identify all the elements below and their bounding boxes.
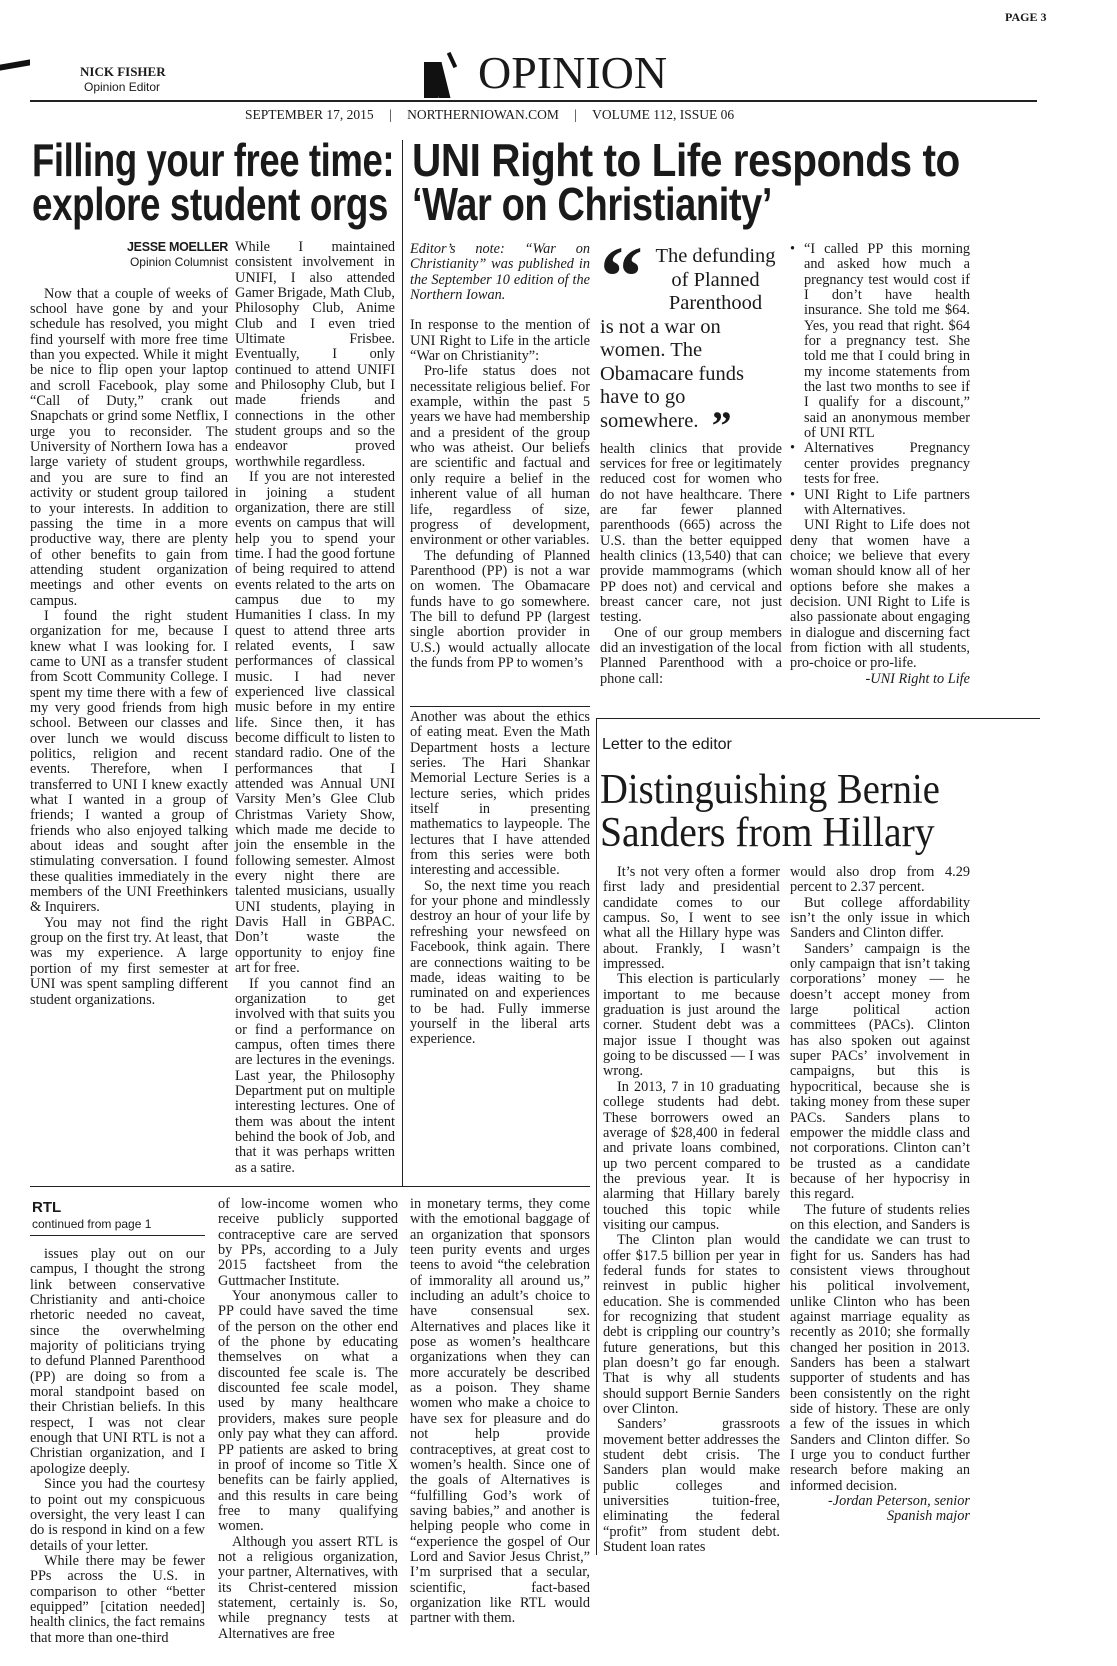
article-paragraph: In response to the mention of UNI Right to Life in the article “War on Christianity”: — [410, 317, 590, 365]
rtl-column-1 — [410, 242, 590, 671]
pull-quote-lead: The defunding of Planned Parenthood — [655, 245, 776, 314]
rtl-headline-line2: ‘War on Christianity’ — [412, 178, 773, 230]
letter-divider — [596, 718, 597, 1555]
article-paragraph: If you cannot find an organization to get involved with that suits you or find a performance on campus, often times there are lectures in the evenings. Last year, the Philosophy Department put on multiple interesting lectures. One of them was about the intent behind the book of Job, and that it was perhaps written as a satire. — [235, 975, 395, 1176]
article-paragraph: The Clinton plan would offer $17.5 billion per year in federal funds for states to reinvest in public higher education. She is commended for recognizing that student debt is crippling our country’s future generations, but this plan doesn’t go far enough. That is why all students should support Bernie Sanders over Clinton. — [603, 1232, 780, 1418]
orgs-column-3 — [410, 710, 590, 1048]
article-paragraph: It’s not very often a former first lady and presidential candidate comes to our campus. So, I went to see what all the Hillary hype was about. Frankly, I wasn’t impressed. — [603, 864, 780, 973]
column-divider — [402, 140, 403, 1186]
article-paragraph: in monetary terms, they come with the emotional baggage of an organization that sponsors teen purity events and urges teens to avoid “the celebration of immorality all around us,” including an adult’s choice to have consensual sex. Alternatives and places like it pose as women’s healthcare organizations when they can more accurately be described as a poison. They shame women who make a choice to have sex for pleasure and do not help provide contraceptives, at great cost to women’s health. Since one of the goals of Alternatives is “fulfilling God’s work of saving babies,” and another is helping people who come in “experience the gospel of Our Lord and Savior Jesus Christ,” I’m surprised that a secular, scientific, fact-based organization like RTL would partner with them. — [410, 1196, 590, 1627]
article-paragraph: Although you assert RTL is not a religious organization, your partner, Alternatives, with its Christ-centered mission statement, certainly is. So, while pregnancy tests at Alternatives are free — [218, 1533, 398, 1642]
article-paragraph: Since you had the courtesy to point out my conspicuous oversight, the very least I can do is respond in kind on a few details of your letter. — [30, 1476, 205, 1554]
article-paragraph: The defunding of Planned Parenthood (PP) is not a war on women. The Obamacare funds have to go somewhere. The bill to defund PP (largest single abortion provider in U.S.) would actually allocate the funds from PP to women’s — [410, 547, 590, 671]
article-paragraph: Sanders’ grassroots movement better addresses the student debt crisis. The Sanders plan would make public colleges and universities tuition-free, eliminating the federal “profit” from student debt. Student loan rates — [603, 1416, 780, 1556]
signature: -Jordan Peterson, senior — [827, 1493, 970, 1510]
article-paragraph: In 2013, 7 in 10 graduating college students had debt. These borrowers owed an average of $28,400 in federal and private loans combined, up two percent compared to the previous year. It is alarming that Hillary barely touched this topic while visiting our campus. — [603, 1078, 780, 1233]
article-paragraph: Now that a couple of weeks of school have gone by and your schedule has resolved, you might find yourself with more free time than you expected. While it might be nice to flip open your laptop and scroll Facebook, play some “Call of Duty,” crank out Snapchats or grind some Netflix, I urge you to reconsider. The University of Northern Iowa has a large variety of student groups, and you are sure to find an activity or student group tailored to your interests. In addition to passing the time in a more productive way, there are plenty of other benefits to gain from attending student organization meetings and other events on campus. — [30, 285, 228, 609]
article-paragraph: Another was about the ethics of eating meat. Even the Math Department hosts a lecture series. The Hari Shankar Memorial Lecture Series is a lecture series, which prides itself in presenting mathematics to laypeople. The lectures that I have attended from this series were both interesting and accessible. — [410, 709, 590, 879]
article-paragraph: So, the next time you reach for your phone and mindlessly destroy an hour of your life by refreshing your newsfeed on Facebook, think again. There are connections waiting to be made, ideas waiting to be ruminated on and experiences to be had. Fully immerse yourself in the liberal arts experience. — [410, 877, 590, 1048]
website-link[interactable]: NORTHERNIOWAN.COM — [407, 107, 559, 122]
continued-column-3 — [410, 1197, 590, 1627]
continued-title: RTL — [32, 1199, 62, 1216]
pull-quote — [600, 228, 782, 448]
article-paragraph: You may not find the right group on the first try. At least, that was my experience. A large portion of my first semester at UNI was spent sampling different student organizations. — [30, 914, 228, 1008]
letter-column-2 — [790, 865, 970, 1525]
article-paragraph: health clinics that provide services for free or legitimately reduced cost for women who do not have healthcare. There are far fewer planned parenthoods (665) across the U.S. than the better equipped health clinics (13,540) that can provide mammograms (which PP does not) and cervical and breast cancer care, not just testing. — [600, 440, 782, 626]
continued-subrule — [30, 1235, 205, 1236]
article-paragraph: of low-income women who receive publicly supported contraceptive care are served by PPs, according to a July 2015 factsheet from the Guttmacher Institute. — [218, 1196, 398, 1289]
section-divider — [410, 706, 590, 707]
continued-column-2 — [218, 1197, 398, 1642]
editor-title: Opinion Editor — [84, 80, 161, 94]
issue-date: SEPTEMBER 17, 2015 — [245, 107, 374, 122]
pull-quote-text: is not a war on women. The Obamacare funds have to go somewhere. — [600, 315, 745, 432]
rtl-column-2 — [600, 228, 782, 687]
letter-headline-line1: Distinguishing Bernie — [600, 767, 940, 813]
dateline: SEPTEMBER 17, 2015 | NORTHERNIOWAN.COM | VOLUME 112, ISSUE 06 — [245, 107, 735, 122]
letter-top-rule — [596, 718, 1040, 719]
continued-subtitle: continued from page 1 — [32, 1217, 152, 1231]
orgs-headline-line1: Filling your free time: — [32, 134, 395, 186]
bullet-item: • UNI Right to Life partners with Alternatives. — [790, 488, 970, 519]
article-paragraph: This election is particularly important to me because graduation is just around the corner. Student debt was a major issue I thought was going to be discussed — I was wrong. — [603, 971, 780, 1080]
article-paragraph: But college affordability isn’t the only issue in which Sanders and Clinton differ. — [790, 894, 970, 942]
signature-title: Spanish major — [886, 1508, 970, 1525]
rtl-headline-line1: UNI Right to Life responds to — [412, 134, 960, 186]
orgs-column-2 — [235, 240, 395, 1176]
article-paragraph: While there may be fewer PPs across the U.S. in comparison to other “better equipped” [citation needed] health clinics, the fact remains that more than one-third — [30, 1552, 205, 1646]
bullet-item: • Alternatives Pregnancy center provides pregnancy tests for free. — [790, 441, 970, 487]
article-paragraph: I found the right student organization for me, because I knew what I was looking for. I came to UNI as a transfer student from Scott Community College. I spent my time there with a few of my very good friends from high school. Between our classes and over lunch we would discuss politics, religion and recent events. Therefore, when I transferred to UNI I knew exactly what I wanted in a group of friends; I wanted a group of friends who also enjoyed talking about ideas and sought after stimulating conversation. I found these qualities immediately in the members of the UNI Freethinkers & Inquirers. — [30, 607, 228, 916]
corner-mark — [0, 59, 30, 70]
article-paragraph: One of our group members did an investigation of the local Planned Parenthood with a phone call: — [600, 624, 782, 687]
article-paragraph: would also drop from 4.29 percent to 2.37 percent. — [790, 864, 970, 896]
article-paragraph: issues play out on our campus, I thought the strong link between conservative Christianity and anti-choice rhetoric needed no caveat, since the overwhelming majority of politicians trying to defund Planned Parenthood (PP) are doing so from a moral standpoint based on their Christian beliefs. In this respect, I was not clear enough that UNI RTL is not a Christian organization, and I apologize deeply. — [30, 1246, 205, 1477]
page-number: PAGE 3 — [1005, 10, 1047, 24]
byline-title: Opinion Columnist — [129, 255, 228, 270]
bullet-item: • “I called PP this morning and asked how much a pregnancy test would cost if I don’t have health insurance. She told me $64. Yes, you read that right. $64 for a pregnancy test. She told me that I could bring in my income statements from the last two months to see if I qualify for a discount,” said an anonymous member of UNI RTL — [790, 242, 970, 441]
open-quote-icon: “ — [600, 228, 643, 324]
rtl-column-3 — [790, 242, 970, 687]
logo-n — [424, 52, 460, 98]
byline-author: JESSE MOELLER — [127, 240, 228, 254]
letter-column-1 — [603, 865, 780, 1555]
article-paragraph: Sanders’ campaign is the only campaign that isn’t taking corporations’ money — he doesn’t accept money from large political action committees (PACs). Clinton has also spoken out against super PACs’ involvement in campaigns, but this is hypocritical, because she is taking money from these super PACs. Sanders plans to empower the middle class and not corporations. Clinton can’t be trusted as a candidate because of her hypocrisy in this regard. — [790, 940, 970, 1203]
section-title: OPINION — [478, 47, 668, 98]
editor-name: NICK FISHER — [80, 64, 166, 79]
letter-label: Letter to the editor — [602, 736, 732, 753]
close-quote-icon: ” — [711, 402, 732, 448]
article-paragraph: If you are not interested in joining a student organization, there are still events on campus that will help you to spend your time. I had the good fortune of being required to attend events related to the arts on campus due to my Humanities I class. In my quest to attend three arts related events, I saw performances of classical music. I had never experienced live classical music before in my entire life. Since then, it has become difficult to listen to standard radio. One of the performances that I attended was Annual UNI Varsity Men’s Glee Club Christmas Variety Show, which made me decide to join the ensemble in the following semester. Almost every night there are talented musicians, usually UNI students, playing in Davis Hall in GBPAC. Don’t waste the opportunity to enjoy fine art for free. — [235, 469, 395, 977]
article-paragraph: The future of students relies on this election, and Sanders is the candidate we can trust to fight for us. Sanders has had consistent views throughout his political involvement, unlike Clinton who has been against marriage equality as recently as 2010; she formally changed her position in 2013. Sanders has been a stalwart supporter of students and has been consistently on the right side of history. These are only a few of the issues in which Sanders and Clinton differ. So I urge you to conduct further research before making an informed decision. — [790, 1201, 970, 1494]
article-paragraph: While I maintained consistent involvement in UNIFI, I also attended Gamer Brigade, Math Club, Philosophy Club, Anime Club and I even tried Ultimate Frisbee. Eventually, I only continued to attend UNIFI and Philosophy Club, but I made friends and connections in the other student groups and so the endeavor proved worthwhile regardless. — [235, 239, 396, 470]
continued-column-1 — [30, 1247, 205, 1646]
continued-rule — [30, 1186, 590, 1187]
orgs-headline-line2: explore student orgs — [32, 178, 388, 230]
editors-note: Editor’s note: “War on Christianity” was published in the September 10 edition of the Northern Iowan. — [410, 241, 590, 304]
article-paragraph: Pro-life status does not necessitate religious belief. For example, within the past 5 years we have had membership and a president of the group who was atheist. Our beliefs are scientific and factual and only require a belief in the inherent value of all human life, regardless of size, progress of development, environment or other variables. — [410, 363, 590, 549]
article-paragraph: Your anonymous caller to PP could have saved the time of the person on the other end of the phone by educating themselves on what a discounted fee scale is. The discounted fee scale model, used by many healthcare providers, makes sure people only pay what they can afford. PP patients are asked to bring in proof of income so Title X benefits can be fairly applied, and this results in care being free to many qualifying women. — [218, 1288, 398, 1535]
article-paragraph: UNI Right to Life does not deny that women have a choice; we believe that every woman should know all of her options before she makes a decision. UNI Right to Life is also passionate about engaging in dialogue and discerning fact from fiction with all students, pro-choice or pro-life. — [790, 517, 970, 672]
orgs-column-1 — [30, 240, 228, 1008]
letter-headline-line2: Sanders from Hillary — [600, 810, 935, 856]
header-rule — [30, 100, 1037, 102]
signature: -UNI Right to Life — [865, 670, 970, 687]
volume-issue: VOLUME 112, ISSUE 06 — [592, 107, 735, 122]
